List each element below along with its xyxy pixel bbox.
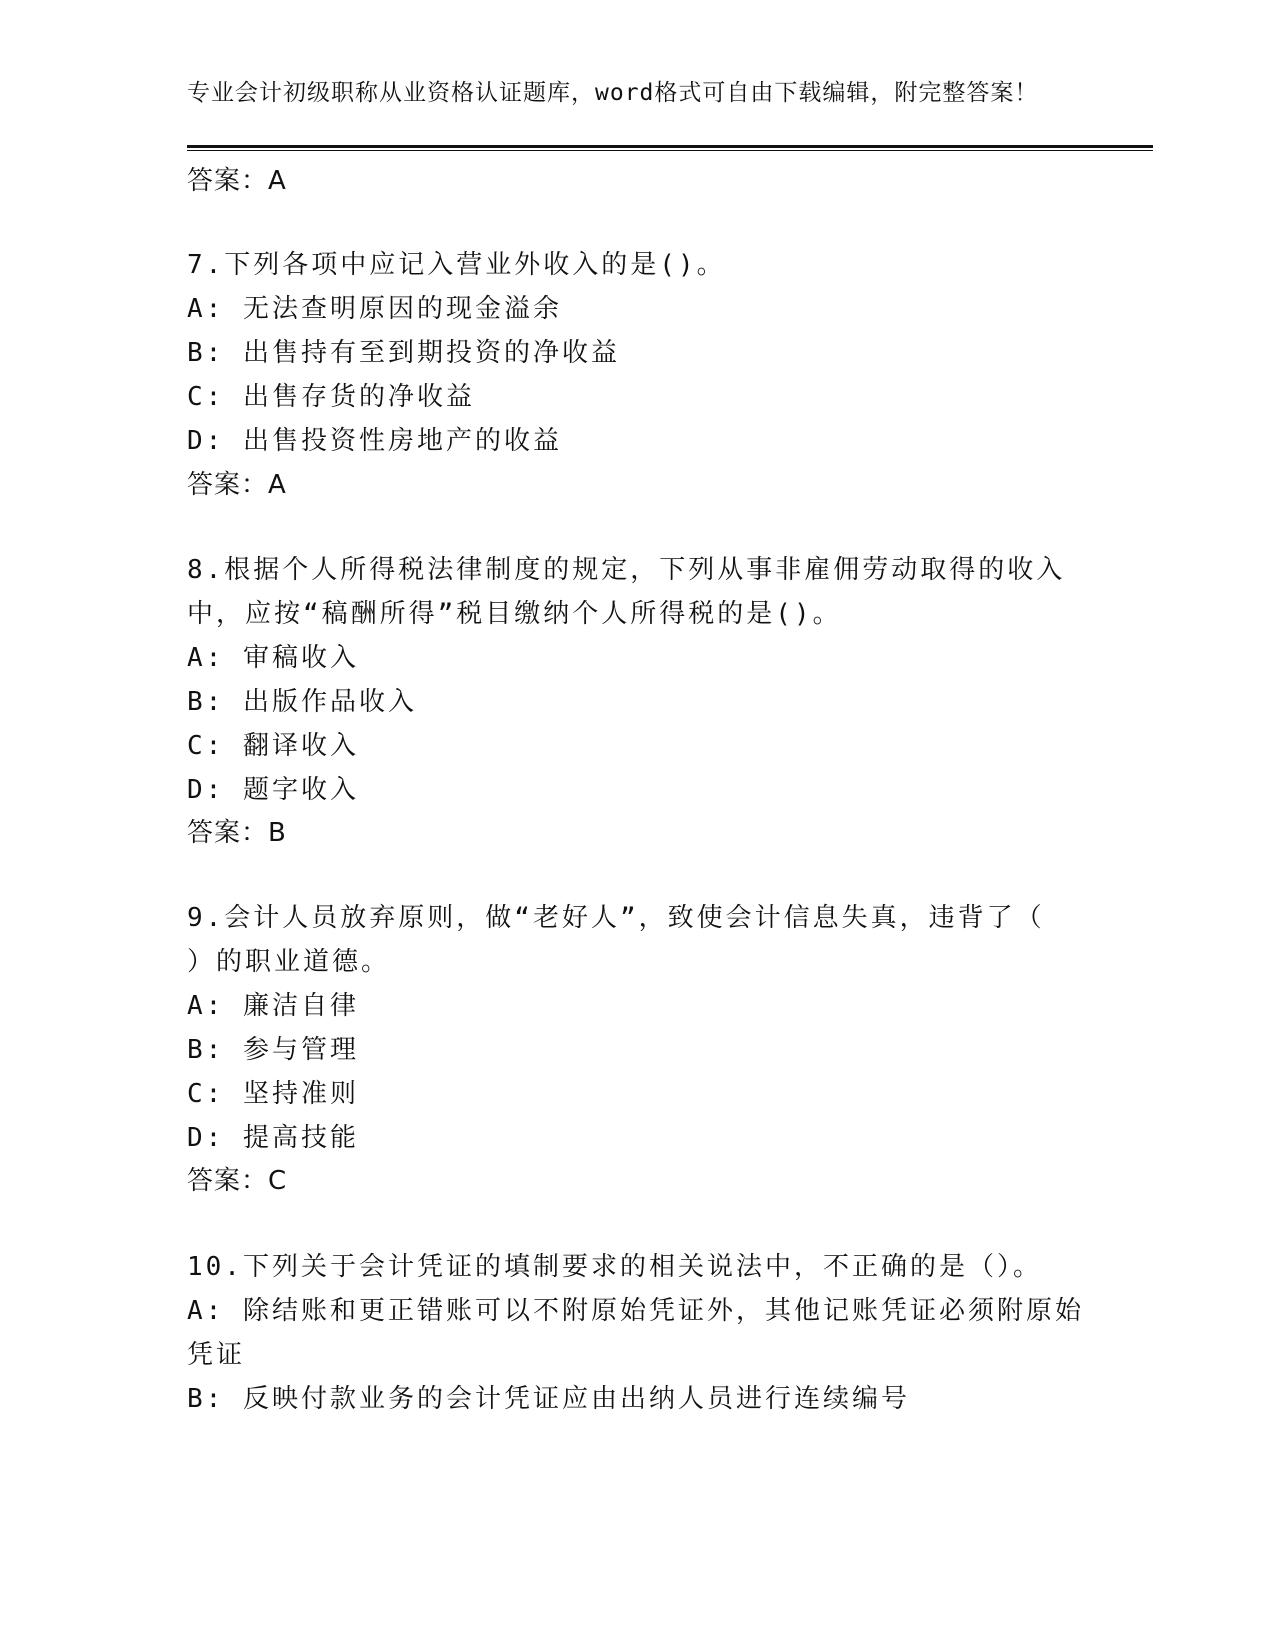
question-7-stem: 7.下列各项中应记入营业外收入的是()。 — [187, 250, 726, 280]
question-9-answer: 答案：C — [187, 1166, 288, 1196]
question-9-option-c: C: 坚持准则 — [187, 1079, 359, 1109]
question-9-stem-line1: 9.会计人员放弃原则，做“老好人”，致使会计信息失真，违背了（ — [187, 903, 1045, 933]
question-8-stem-line2: 中，应按“稿酬所得”税目缴纳个人所得税的是()。 — [187, 599, 842, 629]
question-7-option-c: C: 出售存货的净收益 — [187, 382, 475, 412]
header-rule-thin — [187, 150, 1153, 151]
question-7-option-d: D: 出售投资性房地产的收益 — [187, 426, 562, 456]
question-9-stem-line2: ）的职业道德。 — [187, 947, 391, 977]
header-rule-thick — [187, 145, 1153, 148]
question-8-option-b: B: 出版作品收入 — [187, 687, 417, 717]
answer-previous: 答案：A — [187, 166, 287, 196]
question-10-option-b: B: 反映付款业务的会计凭证应由出纳人员进行连续编号 — [187, 1384, 910, 1414]
question-8-option-a: A: 审稿收入 — [187, 643, 359, 673]
question-7-answer: 答案：A — [187, 470, 287, 500]
question-7-option-a: A: 无法查明原因的现金溢余 — [187, 294, 562, 324]
question-9-option-d: D: 提高技能 — [187, 1123, 359, 1153]
question-9-option-b: B: 参与管理 — [187, 1035, 359, 1065]
question-8-stem-line1: 8.根据个人所得税法律制度的规定，下列从事非雇佣劳动取得的收入 — [187, 555, 1066, 585]
question-10-option-a-line1: A: 除结账和更正错账可以不附原始凭证外，其他记账凭证必须附原始 — [187, 1296, 1084, 1326]
question-9-option-a: A: 廉洁自律 — [187, 991, 359, 1021]
page-header: 专业会计初级职称从业资格认证题库，word格式可自由下载编辑，附完整答案！ — [187, 80, 1039, 106]
question-7-option-b: B: 出售持有至到期投资的净收益 — [187, 338, 620, 368]
question-10-option-a-line2: 凭证 — [187, 1340, 246, 1370]
question-8-answer: 答案：B — [187, 818, 287, 848]
question-10-stem: 10.下列关于会计凭证的填制要求的相关说法中，不正确的是（）。 — [187, 1252, 1042, 1282]
question-8-option-d: D: 题字收入 — [187, 775, 359, 805]
question-8-option-c: C: 翻译收入 — [187, 731, 359, 761]
